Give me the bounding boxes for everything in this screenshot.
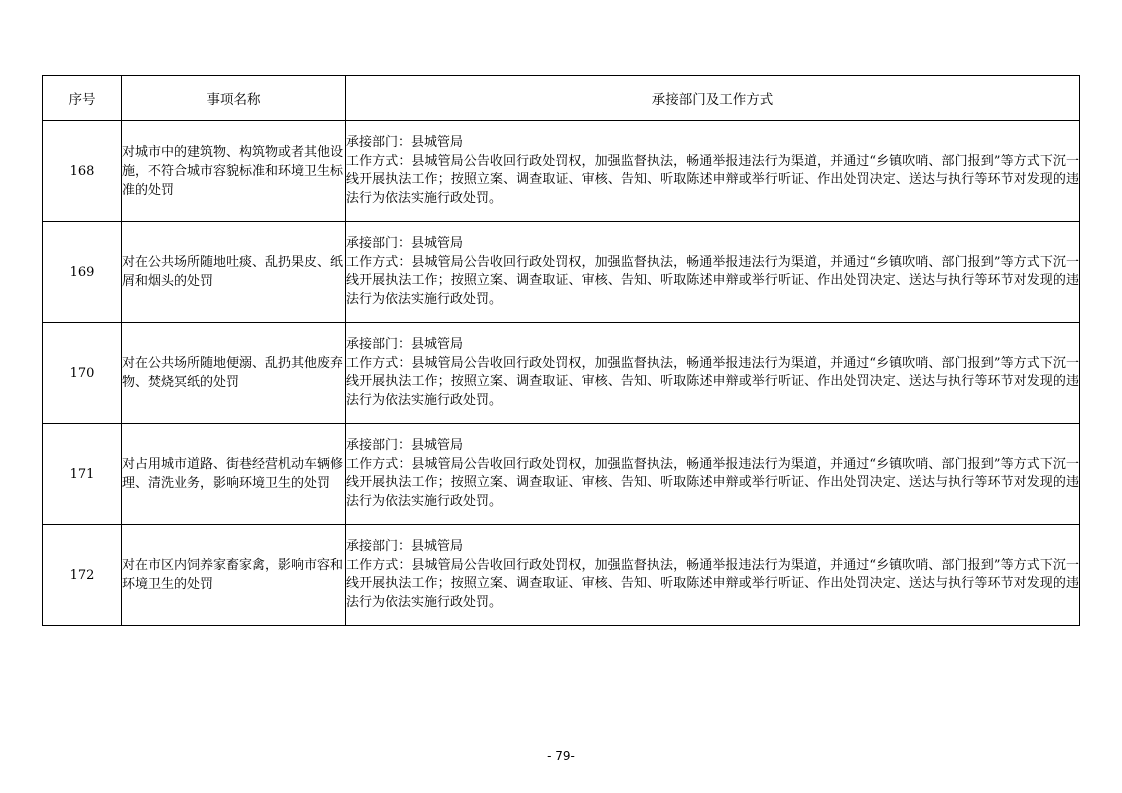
row-item-name: 对占用城市道路、街巷经营机动车辆修理、清洗业务，影响环境卫生的处罚 bbox=[122, 424, 346, 525]
row-detail bbox=[346, 424, 1080, 525]
table-header-row bbox=[43, 76, 1080, 121]
row-seq: 170 bbox=[43, 323, 122, 424]
row-dept: 承接部门：县城管局 bbox=[346, 438, 464, 453]
row-item-name: 对在市区内饲养家畜家禽，影响市容和环境卫生的处罚 bbox=[122, 525, 346, 626]
row-method: 工作方式：县城管局公告收回行政处罚权，加强监督执法，畅通举报违法行为渠道，并通过“乡镇吹哨、部门报到”等方式下沉一线开展执法工作；按照立案、调查取证、审核、告知、听取陈述申辩或举行听证、作出处罚决定、送达与执行等环节对发现的违法行为依法实施行政处罚。 bbox=[346, 254, 1079, 307]
row-detail bbox=[346, 121, 1080, 222]
row-dept: 承接部门：县城管局 bbox=[346, 337, 464, 352]
row-method: 工作方式：县城管局公告收回行政处罚权，加强监督执法，畅通举报违法行为渠道，并通过“乡镇吹哨、部门报到”等方式下沉一线开展执法工作；按照立案、调查取证、审核、告知、听取陈述申辩或举行听证、作出处罚决定、送达与执行等环节对发现的违法行为依法实施行政处罚。 bbox=[346, 153, 1079, 206]
header-dept-method: 承接部门及工作方式 bbox=[346, 76, 1080, 121]
row-seq: 172 bbox=[43, 525, 122, 626]
row-dept: 承接部门：县城管局 bbox=[346, 539, 464, 554]
page-number: - 79- bbox=[547, 749, 575, 763]
row-item-name: 对在公共场所随地吐痰、乱扔果皮、纸屑和烟头的处罚 bbox=[122, 222, 346, 323]
table-row bbox=[43, 222, 1080, 323]
table-row bbox=[43, 121, 1080, 222]
row-method: 工作方式：县城管局公告收回行政处罚权，加强监督执法，畅通举报违法行为渠道，并通过“乡镇吹哨、部门报到”等方式下沉一线开展执法工作；按照立案、调查取证、审核、告知、听取陈述申辩或举行听证、作出处罚决定、送达与执行等环节对发现的违法行为依法实施行政处罚。 bbox=[346, 355, 1079, 408]
row-item-name: 对城市中的建筑物、构筑物或者其他设施，不符合城市容貌标准和环境卫生标准的处罚 bbox=[122, 121, 346, 222]
row-detail bbox=[346, 222, 1080, 323]
row-method: 工作方式：县城管局公告收回行政处罚权，加强监督执法，畅通举报违法行为渠道，并通过“乡镇吹哨、部门报到”等方式下沉一线开展执法工作；按照立案、调查取证、审核、告知、听取陈述申辩或举行听证、作出处罚决定、送达与执行等环节对发现的违法行为依法实施行政处罚。 bbox=[346, 557, 1079, 610]
row-item-name: 对在公共场所随地便溺、乱扔其他废弃物、焚烧冥纸的处罚 bbox=[122, 323, 346, 424]
row-dept: 承接部门：县城管局 bbox=[346, 135, 464, 150]
header-seq: 序号 bbox=[43, 76, 122, 121]
row-seq: 169 bbox=[43, 222, 122, 323]
table-row bbox=[43, 323, 1080, 424]
row-dept: 承接部门：县城管局 bbox=[346, 236, 464, 251]
row-detail bbox=[346, 525, 1080, 626]
table-row bbox=[43, 525, 1080, 626]
table-row bbox=[43, 424, 1080, 525]
row-detail bbox=[346, 323, 1080, 424]
header-item-name: 事项名称 bbox=[122, 76, 346, 121]
row-seq: 168 bbox=[43, 121, 122, 222]
row-method: 工作方式：县城管局公告收回行政处罚权，加强监督执法，畅通举报违法行为渠道，并通过“乡镇吹哨、部门报到”等方式下沉一线开展执法工作；按照立案、调查取证、审核、告知、听取陈述申辩或举行听证、作出处罚决定、送达与执行等环节对发现的违法行为依法实施行政处罚。 bbox=[346, 456, 1079, 509]
items-table bbox=[42, 75, 1080, 626]
row-seq: 171 bbox=[43, 424, 122, 525]
